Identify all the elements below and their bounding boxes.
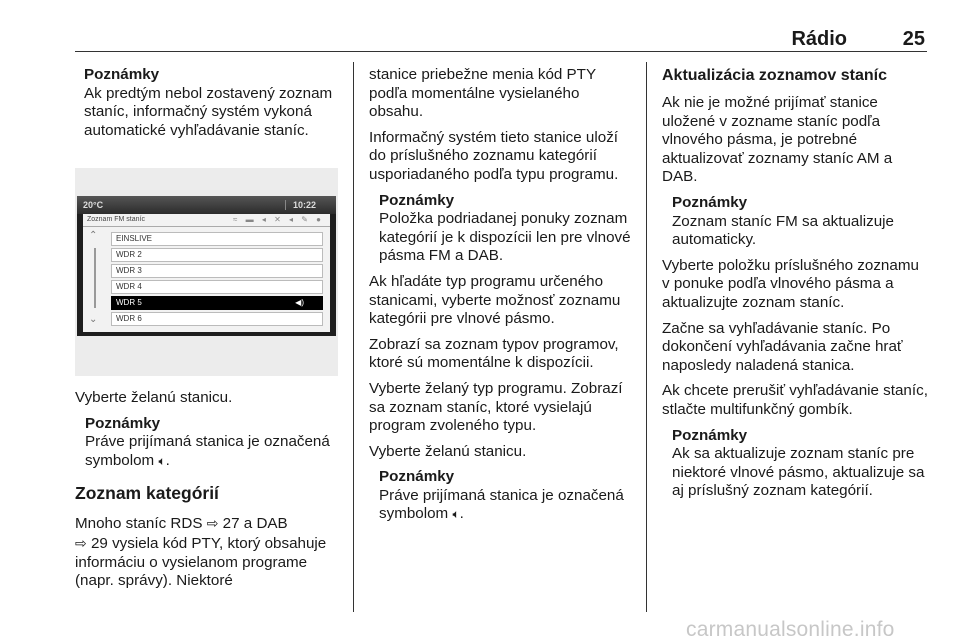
- paragraph: Vyberte položku príslušného zoznamu v ponuke podľa vlnového pásma a aktualizujte zoznam staníc.: [662, 256, 919, 311]
- note-box: [672, 427, 928, 501]
- note-body: Práve prijímaná stanica je označená symbolom: [85, 433, 330, 469]
- paragraph: stanice priebežne menia kód PTY podľa momentálne vysielaného obsahu.: [369, 66, 596, 121]
- note-box: [84, 66, 346, 140]
- paragraph-text: Mnoho staníc RDS: [75, 515, 203, 533]
- column-3: [662, 66, 928, 508]
- note-title: Poznámky: [84, 66, 160, 83]
- page-ref: 27 a DAB: [222, 515, 288, 533]
- speaker-icon: ◀): [295, 298, 304, 307]
- station-list-panel: [83, 214, 330, 332]
- speaker-icon: 🔈︎: [452, 507, 460, 522]
- station-row[interactable]: [111, 232, 323, 246]
- status-divider: [285, 200, 286, 210]
- paragraph: [75, 514, 343, 590]
- note-body: Položka podriadanej ponuky zoznam kategórií je k dispozícii len pre vlnové pásma FM a DAB.: [379, 210, 631, 265]
- paragraph: Začne sa vyhľadávanie staníc. Po dokončení vyhľadávania začne hrať naposledy naladená stanica.: [662, 319, 903, 374]
- note-box: [672, 194, 928, 250]
- scrollbar[interactable]: [94, 248, 96, 308]
- note-title: Poznámky: [85, 414, 161, 432]
- paragraph: Vyberte želanú stanicu.: [369, 442, 527, 460]
- page-title: Rádio: [791, 28, 847, 50]
- paragraph: Ak nie je možné prijímať stanice uložené v zozname staníc podľa vlnového pásma, je potrebné aktualizovať zoznamy staníc AM a DAB.: [662, 94, 893, 186]
- station-list-screenshot: [75, 168, 338, 376]
- scroll-up-icon[interactable]: ⌃: [89, 230, 98, 241]
- note-box: [379, 192, 635, 266]
- arrow-ref-icon: ⇨: [75, 534, 87, 551]
- column-2: [369, 66, 635, 531]
- paragraph: Ak chcete prerušiť vyhľadávanie staníc, stlačte multifunkčný gombík.: [662, 382, 928, 418]
- header-rule: [75, 51, 927, 52]
- note-title: Poznámky: [379, 191, 455, 209]
- note-body: Ak predtým nebol zostavený zoznam staníc, informačný systém vykoná automatické vyhľadávanie staníc.: [84, 84, 333, 139]
- paragraph: Vyberte želanú stanicu.: [75, 389, 233, 406]
- column-1: [84, 66, 346, 140]
- note-box: Poznámky Práve prijímaná stanica je označená symbolom 🔈︎.: [379, 468, 635, 524]
- station-row[interactable]: [111, 280, 323, 294]
- speaker-icon: 🔈︎: [158, 453, 166, 468]
- station-row[interactable]: [111, 296, 323, 310]
- scroll-down-icon[interactable]: ⌄: [89, 314, 98, 325]
- status-icons: ≈ ▬ ◂ ✕ ◂ ✎ ●: [233, 215, 324, 224]
- note-box: Poznámky Práve prijímaná stanica je označená symbolom 🔈︎.: [85, 415, 343, 471]
- note-title: Poznámky: [672, 426, 748, 444]
- panel-divider: [83, 226, 330, 227]
- paragraph: Vyberte želaný typ programu. Zobrazí sa zoznam staníc, ktoré vysielajú program zvoleného typu.: [369, 379, 623, 435]
- status-bar: [77, 196, 336, 214]
- station-name: WDR 2: [116, 250, 142, 259]
- page-number: 25: [902, 28, 925, 50]
- station-row[interactable]: [111, 248, 323, 262]
- note-body: Ak sa aktualizuje zoznam staníc pre niektoré vlnové pásmo, aktualizuje sa aj príslušný zoznam kategórií.: [672, 445, 925, 500]
- section-heading: Aktualizácia zoznamov staníc: [662, 67, 887, 84]
- section-heading: Zoznam kategórií: [75, 483, 219, 504]
- station-name: WDR 6: [116, 314, 142, 323]
- note-title: Poznámky: [379, 468, 455, 486]
- temperature: 20°C: [83, 200, 104, 210]
- note-title: Poznámky: [672, 193, 748, 211]
- note-body: Práve prijímaná stanica je označená symbolom: [379, 486, 624, 523]
- station-name: WDR 3: [116, 266, 142, 275]
- arrow-ref-icon: ⇨: [206, 515, 219, 532]
- station-name: WDR 4: [116, 282, 142, 291]
- paragraph-text: 29 vysiela kód PTY, ktorý obsahuje informáciu o vysielanom programe (napr. správy). Niektoré: [75, 534, 327, 590]
- page-header: [75, 28, 927, 52]
- list-title: Zoznam FM staníc: [87, 216, 145, 223]
- station-list: [111, 232, 323, 328]
- paragraph: Ak hľadáte typ programu určeného stanicami, vyberte možnosť zoznamu kategórii pre vlnové pásmo.: [369, 272, 621, 328]
- infotainment-screen: [77, 196, 336, 336]
- station-row[interactable]: [111, 264, 323, 278]
- watermark: carmanualsonline.info: [686, 618, 895, 641]
- station-row[interactable]: [111, 312, 323, 326]
- note-body: Zoznam staníc FM sa aktualizuje automaticky.: [672, 212, 894, 249]
- clock: 10:22: [292, 200, 316, 210]
- column-divider-1: [353, 62, 354, 612]
- paragraph: Informačný systém tieto stanice uloží do príslušného zoznamu kategórií usporiadaného podľa typu programu.: [369, 128, 619, 183]
- station-name: WDR 5: [116, 298, 142, 307]
- paragraph: Zobrazí sa zoznam typov programov, ktoré sú momentálne k dispozícii.: [369, 335, 619, 372]
- station-name: EINSLIVE: [116, 234, 153, 243]
- column-divider-2: [646, 62, 647, 612]
- column-1-lower: [75, 389, 343, 598]
